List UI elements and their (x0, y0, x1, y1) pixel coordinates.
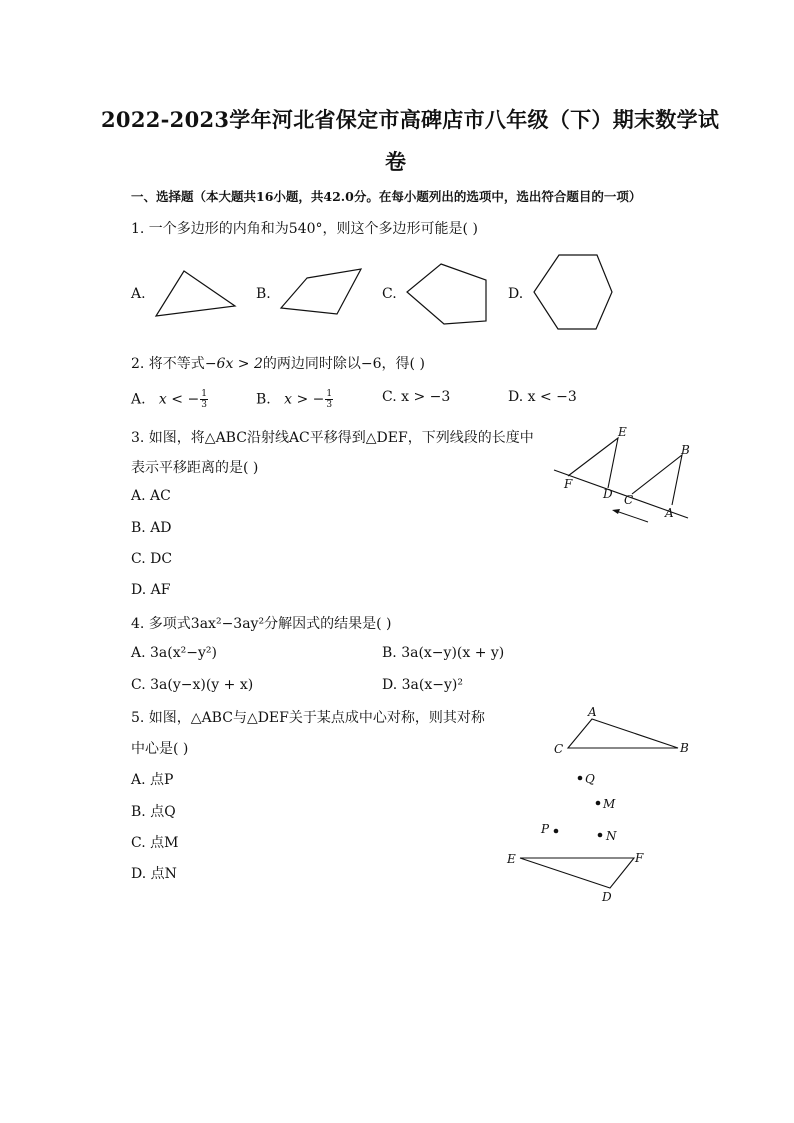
q3-option-c: C. DC (131, 551, 173, 567)
q4-option-c: C. 3a(y−x)(y + x) (131, 677, 254, 693)
q2-option-a-label: A. (131, 391, 146, 408)
q2-option-b-label: B. (256, 391, 271, 408)
fraction-numerator: 1 (326, 389, 333, 399)
q2-stem-suffix: 的两边同时除以−6，得( ) (262, 356, 425, 372)
central-symmetry-figure (500, 700, 700, 910)
label-n: N (606, 829, 617, 843)
q5-option-a: A. 点P (131, 772, 174, 788)
q3-option-b: B. AD (131, 520, 172, 536)
label-e: E (618, 425, 627, 439)
q2-stem-prefix: 2. 将不等式 (131, 356, 205, 372)
q5-option-b: B. 点Q (131, 804, 176, 820)
q2-option-b-fraction (325, 389, 333, 410)
fraction-numerator: 1 (201, 389, 207, 399)
q2-option-a-fraction (200, 389, 208, 410)
q2-stem-math: −6x > 2 (204, 356, 263, 372)
question-1-stem: 1. 一个多边形的内角和为540°，则这个多边形可能是( ) (131, 221, 478, 237)
question-4-stem: 4. 多项式3ax²−3ay²分解因式的结果是( ) (131, 616, 392, 632)
label-f: F (564, 477, 573, 491)
translation-figure (548, 418, 698, 530)
hexagon-figure (528, 250, 618, 336)
label-p: P (541, 822, 550, 836)
fraction-denominator: 3 (201, 400, 207, 410)
q3-option-a: A. AC (131, 488, 171, 504)
q1-option-d-label: D. (508, 286, 524, 302)
page-title-line2: 卷 (385, 149, 407, 174)
q4-option-d: D. 3a(x−y)² (382, 677, 463, 693)
q2-option-c: C. x > −3 (382, 389, 451, 405)
question-3-line2: 表示平移距离的是( ) (131, 460, 259, 476)
q1-option-a-label: A. (131, 286, 146, 302)
label-b: B (680, 741, 689, 755)
quadrilateral-figure (275, 262, 370, 322)
label-d: D (603, 487, 613, 501)
q2-option-a (131, 389, 208, 410)
q1-option-b-label: B. (256, 286, 271, 302)
question-2-stem (131, 353, 425, 373)
label-c: C (554, 742, 564, 756)
q2-option-b-math: x > − (284, 391, 325, 408)
label-d: D (602, 890, 612, 904)
label-m: M (603, 797, 616, 811)
q2-option-a-math: x < − (158, 391, 200, 408)
q4-option-a: A. 3a(x²−y²) (131, 645, 217, 661)
label-c: C (624, 493, 634, 507)
label-a: A (665, 506, 674, 520)
q5-option-c: C. 点M (131, 835, 179, 851)
label-f: F (635, 851, 644, 865)
question-5-line1: 5. 如图，△ABC与△DEF关于某点成中心对称，则其对称 (131, 710, 485, 726)
label-b: B (681, 443, 690, 457)
q5-option-d: D. 点N (131, 866, 177, 882)
page-title-line1: 2022-2023学年河北省保定市高碑店市八年级（下）期末数学试 (101, 107, 720, 132)
q1-option-c-label: C. (382, 286, 397, 302)
label-a: A (588, 705, 597, 719)
question-5-line2: 中心是( ) (131, 741, 189, 757)
q2-option-d: D. x < −3 (508, 389, 577, 405)
q3-option-d: D. AF (131, 582, 171, 598)
question-3-line1: 3. 如图，将△ABC沿射线AC平移得到△DEF，下列线段的长度中 (131, 430, 534, 446)
label-q: Q (585, 772, 595, 786)
section-header: 一、选择题（本大题共16小题，共42.0分。在每小题列出的选项中，选出符合题目的一项） (131, 189, 642, 204)
fraction-denominator: 3 (326, 400, 333, 410)
label-e: E (507, 852, 516, 866)
q4-option-b: B. 3a(x−y)(x + y) (382, 645, 505, 661)
q2-option-b (256, 389, 333, 410)
triangle-figure (150, 265, 245, 325)
pentagon-figure (400, 258, 495, 328)
